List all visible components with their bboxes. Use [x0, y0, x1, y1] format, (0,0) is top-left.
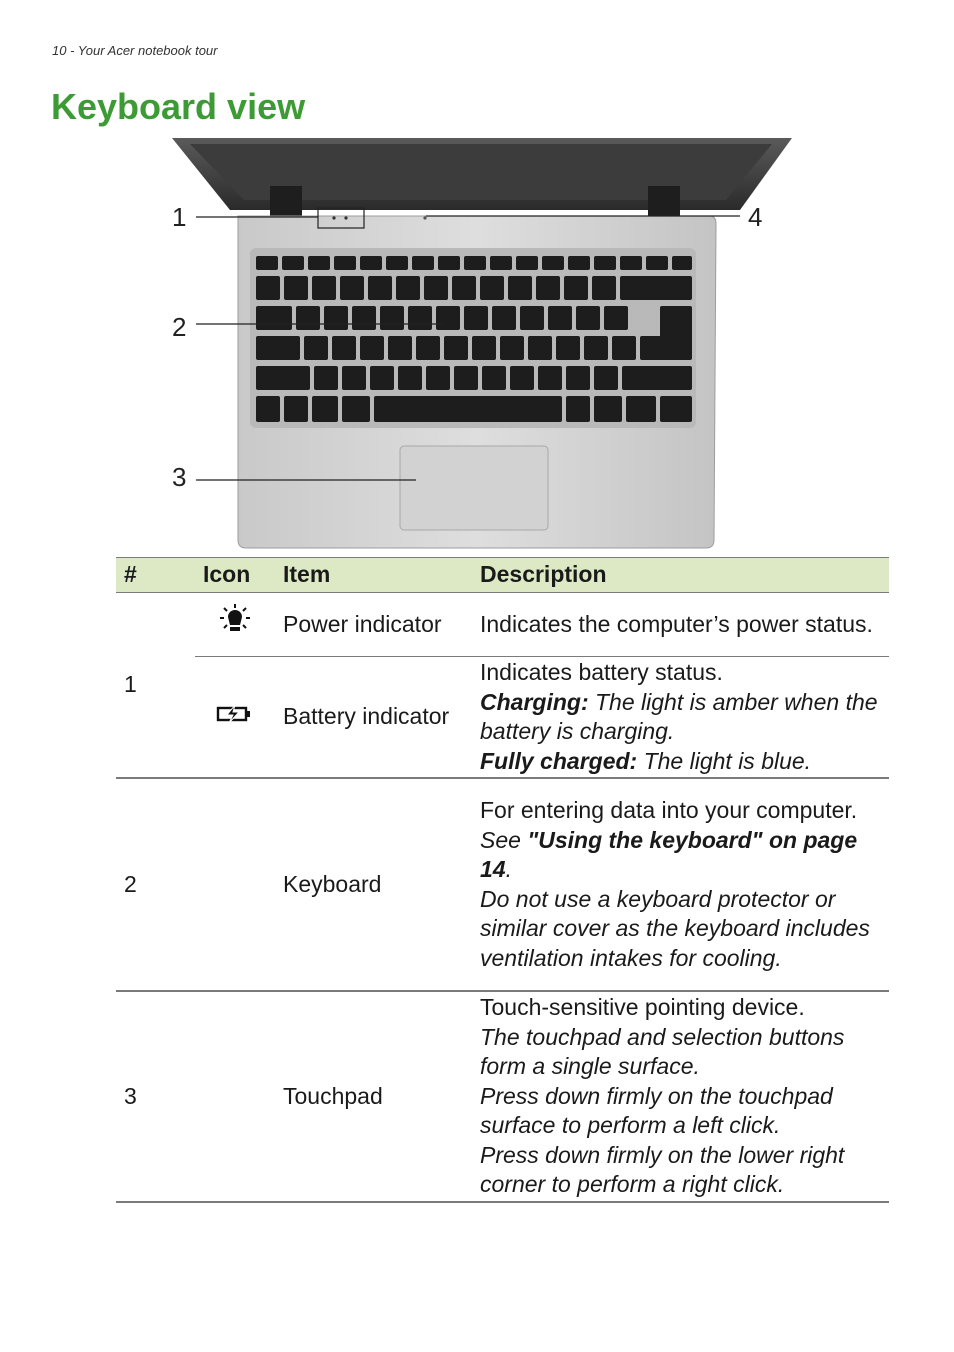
space-bar — [374, 396, 550, 422]
running-head: 10 - Your Acer notebook tour — [52, 43, 218, 58]
header-description: Description — [472, 558, 889, 593]
laptop-illustration — [160, 130, 800, 550]
item-battery-indicator: Battery indicator — [275, 657, 472, 779]
row-number: 2 — [116, 778, 195, 991]
desc-touchpad — [472, 991, 889, 1202]
callout-4: 4 — [748, 202, 763, 232]
reference-period: . — [505, 856, 512, 882]
power-indicator-icon — [195, 593, 275, 657]
table-header-row — [116, 558, 889, 593]
indicator-light-1 — [332, 216, 335, 219]
indicator-light-2 — [344, 216, 347, 219]
keyboard-protector-note: Do not use a keyboard protector or similar cover as the keyboard includes ventilation intakes for cooling. — [480, 885, 870, 971]
header-icon: Icon — [195, 558, 275, 593]
see-text: See — [480, 826, 528, 853]
keyboard-view-table — [116, 557, 889, 1203]
row-number: 3 — [116, 991, 195, 1202]
battery-charging-icon — [195, 657, 275, 779]
table-row — [116, 657, 889, 779]
battery-status-text: Indicates battery status. — [480, 659, 723, 685]
touchpad-illustration — [400, 446, 548, 530]
fully-charged-label: Fully charged: — [480, 747, 638, 774]
keys — [256, 256, 692, 270]
desc-power-indicator: Indicates the computer’s power status. — [472, 593, 889, 657]
touchpad-purpose: Touch-sensitive pointing device. — [480, 994, 805, 1021]
icon-cell-empty — [195, 778, 275, 991]
charging-text: The light is amber when the battery is charging. — [480, 688, 878, 744]
table-row — [116, 593, 889, 657]
page-title: Keyboard view — [51, 86, 306, 127]
callout-2: 2 — [172, 312, 187, 342]
table-row — [116, 991, 889, 1202]
item-power-indicator: Power indicator — [275, 593, 472, 657]
item-keyboard: Keyboard — [275, 778, 472, 991]
touchpad-surface-note: The touchpad and selection buttons form a single surface. — [480, 1023, 845, 1080]
desc-battery-indicator — [472, 657, 889, 779]
desc-keyboard — [472, 778, 889, 991]
item-touchpad: Touchpad — [275, 991, 472, 1202]
touchpad-left-click-note: Press down firmly on the touchpad surface to perform a left click. — [480, 1082, 833, 1139]
laptop-keyboard-figure — [160, 130, 800, 550]
row-number: 1 — [116, 593, 195, 779]
header-number: # — [116, 558, 195, 593]
icon-cell-empty — [195, 991, 275, 1202]
callout-1: 1 — [172, 202, 187, 232]
table-row — [116, 778, 889, 991]
keyboard-reference-link[interactable]: "Using the keyboard" on page 14 — [480, 826, 858, 882]
charging-label: Charging: — [480, 688, 589, 715]
header-item: Item — [275, 558, 472, 593]
microphone — [423, 216, 426, 219]
keyboard-purpose: For entering data into your computer. — [480, 797, 858, 823]
fully-charged-text: The light is blue. — [637, 747, 812, 774]
callout-3: 3 — [172, 462, 187, 492]
touchpad-right-click-note: Press down firmly on the lower right corner to perform a right click. — [480, 1141, 845, 1198]
